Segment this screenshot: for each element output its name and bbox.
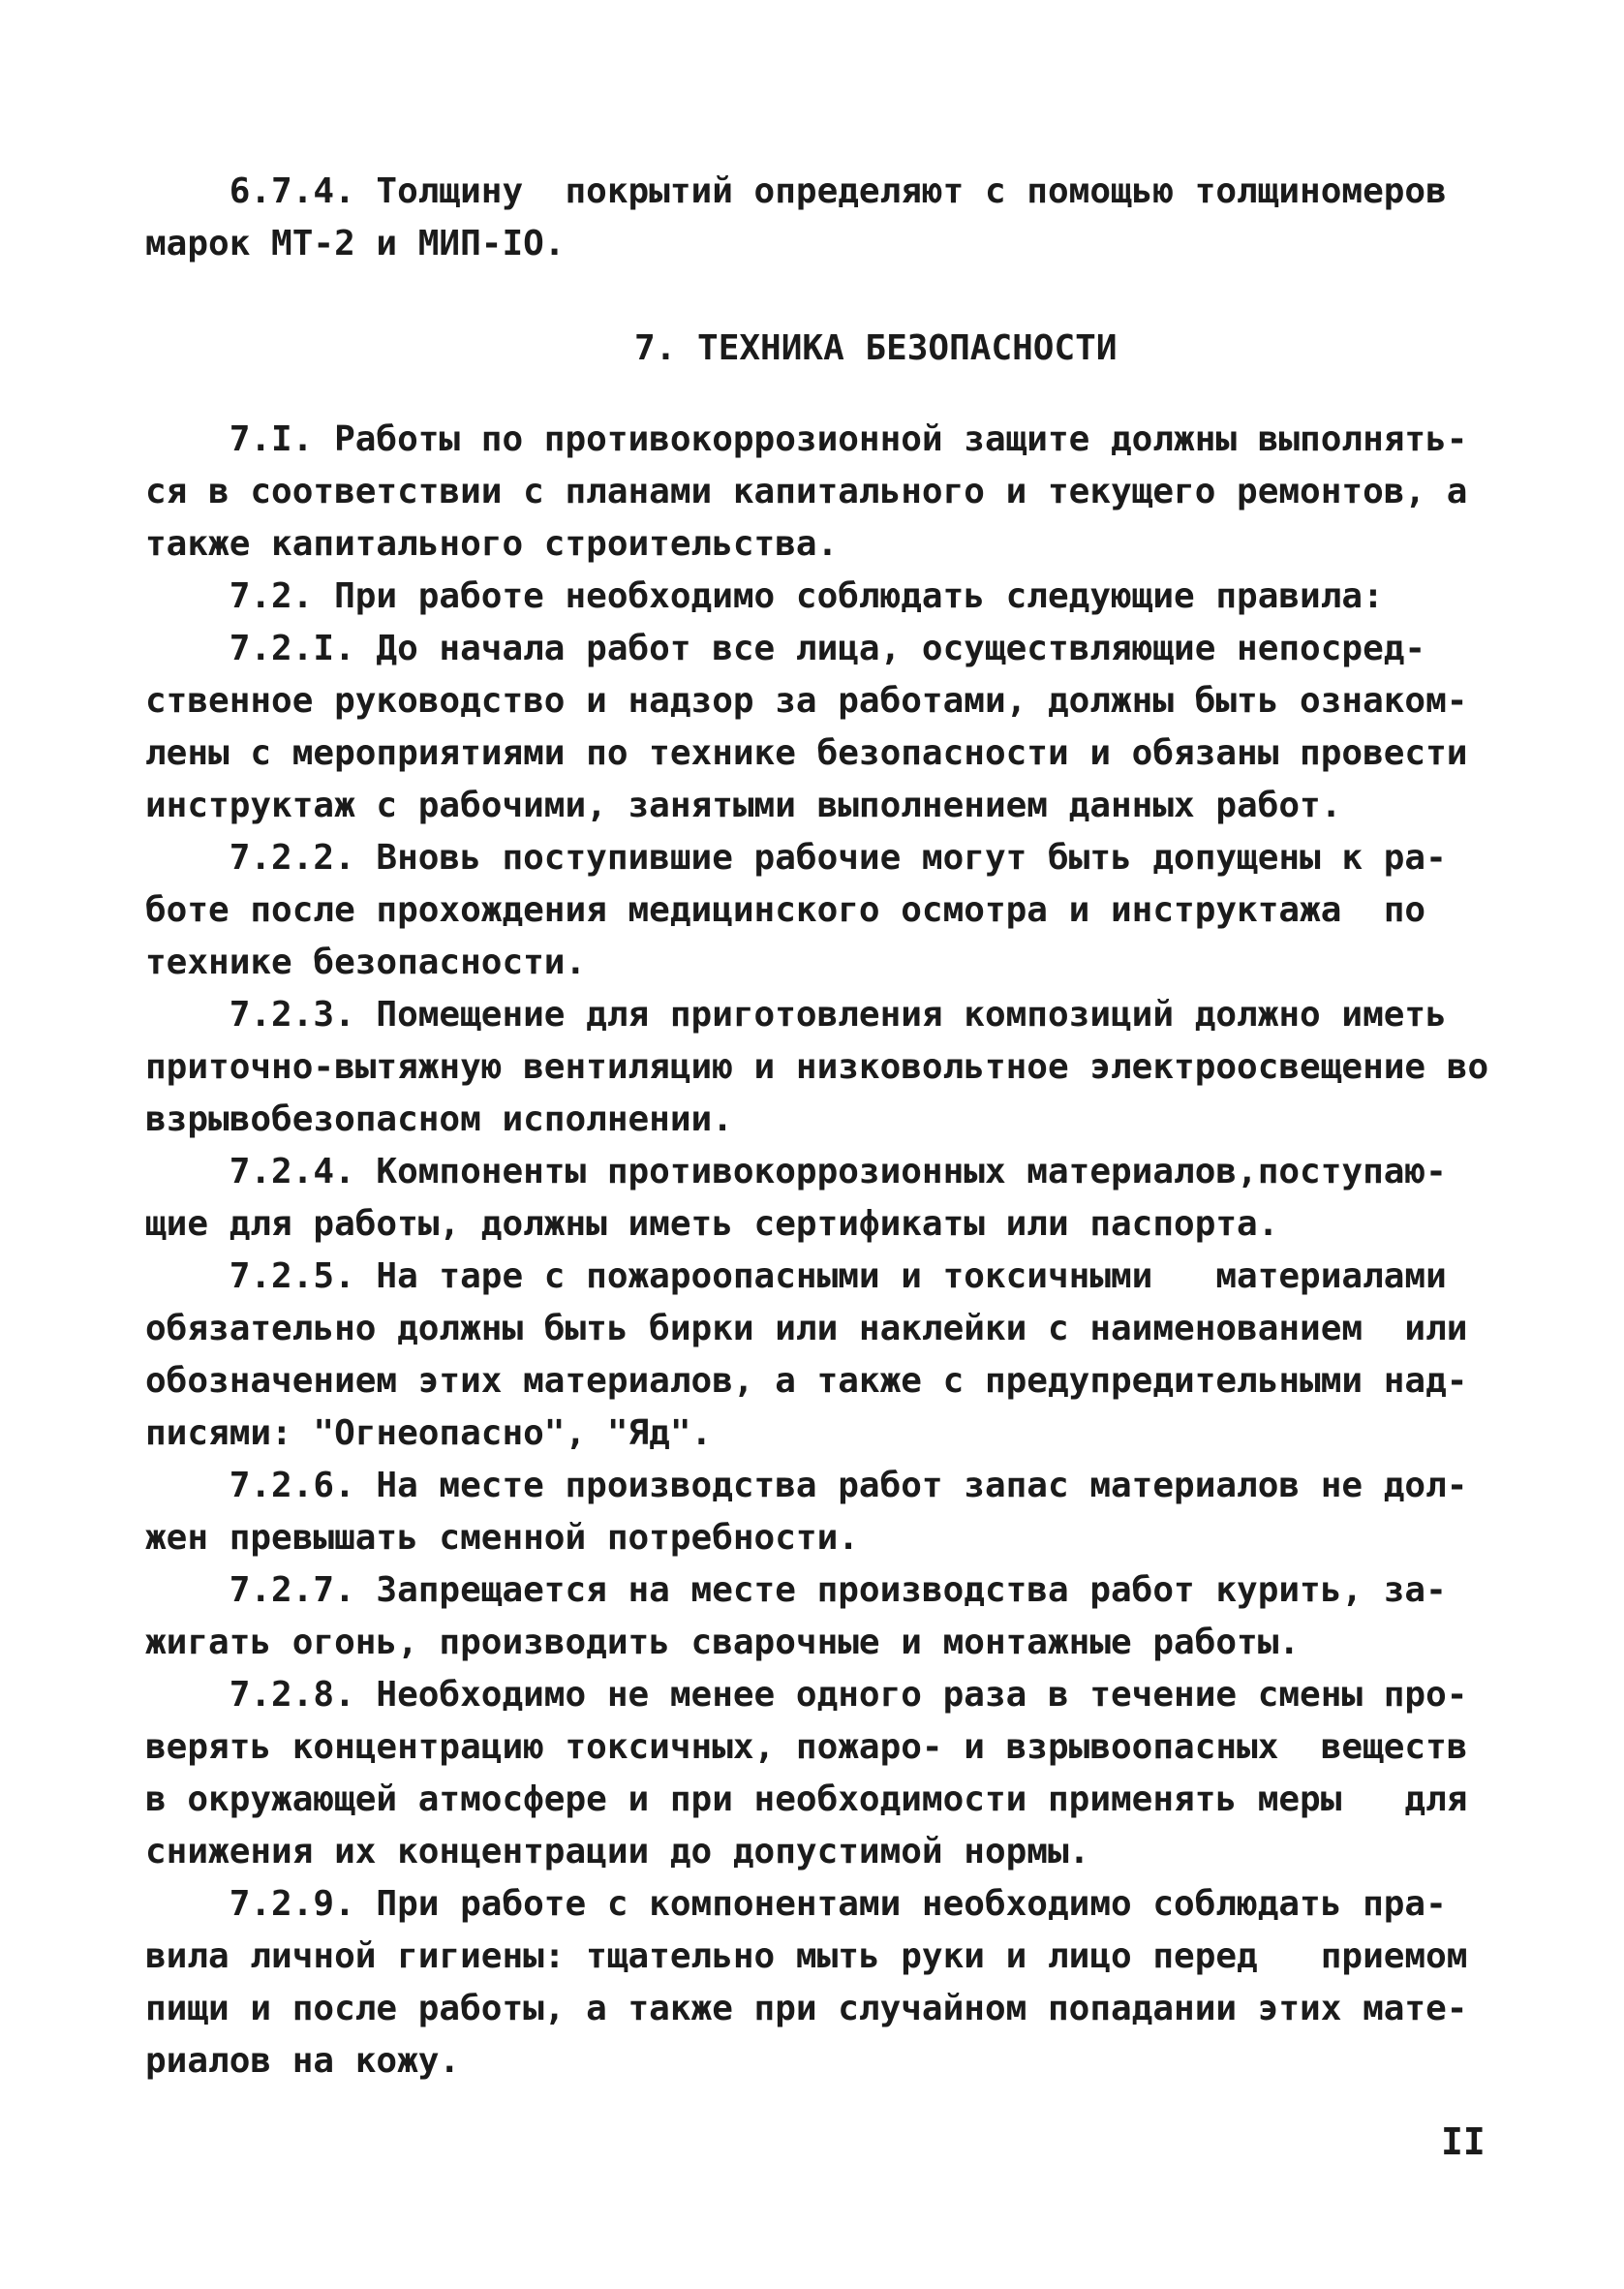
text-line: щие для работы, должны иметь сертификаты или паспорта.	[145, 1204, 1279, 1244]
text-line: также капитального строительства.	[145, 524, 839, 564]
page-number: II	[1441, 2120, 1486, 2163]
text-line: инструктаж с рабочими, занятыми выполнением данных работ.	[145, 786, 1342, 825]
text-line: 7.2.5. На таре с пожароопасными и токсичными материалами	[145, 1256, 1447, 1296]
text-line: лены с мероприятиями по технике безопасности и обязаны провести	[145, 733, 1468, 773]
text-line: в окружающей атмосфере и при необходимости применять меры для	[145, 1779, 1468, 1819]
text-line: вила личной гигиены: тщательно мыть руки и лицо перед приемом	[145, 1936, 1468, 1976]
text-line: 7.2.6. На месте производства работ запас материалов не дол-	[145, 1466, 1468, 1505]
text-line: жигать огонь, производить сварочные и монтажные работы.	[145, 1623, 1301, 1662]
text-line: марок МТ-2 и МИП-IO.	[145, 224, 566, 263]
text-line: технике безопасности.	[145, 943, 587, 982]
text-line: обозначением этих материалов, а также с предупредительными над-	[145, 1361, 1468, 1401]
text-line: 7.2.7. Запрещается на месте производства работ курить, за-	[145, 1570, 1447, 1610]
text-line: верять концентрацию токсичных, пожаро- и взрывоопасных веществ	[145, 1727, 1468, 1767]
text-line: 7.I. Работы по противокоррозионной защите должны выполнять-	[145, 419, 1468, 459]
text-line: пищи и после работы, а также при случайном попадании этих мате-	[145, 1989, 1468, 2028]
text-line: риалов на кожу.	[145, 2041, 461, 2081]
text-line: взрывобезопасном исполнении.	[145, 1099, 733, 1139]
text-line: 7.2.I. До начала работ все лица, осуществляющие непосред-	[145, 629, 1426, 668]
text-line: ственное руководство и надзор за работами, должны быть ознаком-	[145, 681, 1468, 721]
text-line: жен превышать сменной потребности.	[145, 1518, 859, 1558]
text-line: 7.2.8. Необходимо не менее одного раза в течение смены про-	[145, 1675, 1468, 1715]
section-title: 7. ТЕХНИКА БЕЗОПАСНОСТИ	[634, 328, 1118, 368]
text-line: снижения их концентрации до допустимой нормы.	[145, 1832, 1090, 1871]
text-line: 7.2.3. Помещение для приготовления композиций должно иметь	[145, 995, 1447, 1035]
text-line: 7.2.4. Компоненты противокоррозионных материалов,поступаю-	[145, 1152, 1447, 1191]
text-line: 7.2.2. Вновь поступившие рабочие могут быть допущены к ра-	[145, 838, 1447, 878]
text-line: ся в соответствии с планами капитального и текущего ремонтов, а	[145, 472, 1468, 511]
text-line: боте после прохождения медицинского осмотра и инструктажа по	[145, 890, 1426, 930]
text-line: 6.7.4. Толщину покрытий определяют с помощью толщиномеров	[145, 171, 1447, 211]
text-line: 7.2. При работе необходимо соблюдать следующие правила:	[145, 576, 1384, 616]
text-line: обязательно должны быть бирки или наклейки с наименованием или	[145, 1309, 1468, 1348]
text-line: 7.2.9. При работе с компонентами необходимо соблюдать пра-	[145, 1884, 1447, 1924]
text-line: писями: "Огнеопасно", "Яд".	[145, 1413, 713, 1453]
text-line: приточно-вытяжную вентиляцию и низковольтное электроосвещение во	[145, 1047, 1489, 1087]
